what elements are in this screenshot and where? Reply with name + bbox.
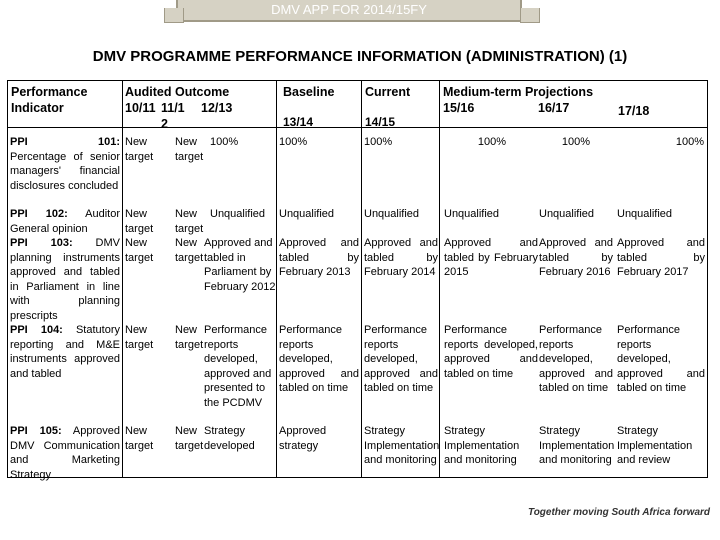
indicator-desc: Statutory reporting and M&E instruments approved and tabled [10, 324, 120, 380]
cell-y1718: 100% [675, 136, 704, 148]
cell-y1011: New target [125, 136, 154, 163]
cell-baseline: Unqualified [279, 208, 335, 220]
ppi-code: PPI 105: [10, 425, 62, 437]
cell-y1718: Strategy Implementation and review [617, 425, 693, 466]
cell-y1112: New target [175, 324, 204, 351]
cell-y1617: Approved and tabled by February 2016 [539, 237, 613, 278]
header-indicator [11, 84, 111, 116]
cell-baseline: Approved strategy [279, 425, 327, 452]
col-divider [439, 81, 440, 477]
ppi-code: PPI 104: [10, 324, 63, 336]
indicator-cell [10, 424, 120, 482]
cell-current: 100% [364, 136, 393, 148]
header-y1617: 16/17 [538, 101, 570, 115]
header-baseline-year: 13/14 [283, 115, 314, 129]
cell-current: Unqualified [364, 208, 420, 220]
header-y1011: 10/11 [125, 101, 156, 115]
header-indicator-text: Performance Indicator [11, 85, 88, 115]
indicator-cell [10, 236, 120, 323]
header-banner [176, 0, 522, 22]
banner-tab-right [520, 8, 540, 23]
indicator-desc: DMV planning instruments approved and tabled in Parliament in line with planning prescripts [10, 237, 120, 322]
cell-baseline: Approved and tabled by February 2013 [279, 237, 359, 278]
ppi-code: PPI 103: [10, 237, 73, 249]
indicator-cell [10, 323, 120, 381]
banner-tab-left [164, 8, 184, 23]
header-mtp: Medium-term Projections [443, 85, 594, 99]
ppi-code: 101: [97, 136, 120, 148]
cell-current: Strategy Implementation and monitoring [364, 425, 440, 466]
indicator-desc: Percentage of senior managers' financial disclosures concluded [10, 150, 120, 192]
cell-baseline: Performance reports developed, approved and tabled on time [279, 324, 359, 394]
cell-y1213: Strategy developed [204, 425, 255, 452]
cell-y1213: Performance reports developed, approved and presented to the PCDMV [204, 324, 272, 409]
cell-y1516: Strategy Implementation and monitoring [444, 425, 520, 466]
performance-table [7, 80, 708, 481]
cell-current: Performance reports developed, approved and tabled on time [364, 324, 438, 394]
footer-tagline: Together moving South Africa forward [527, 507, 710, 518]
cell-y1516: Unqualified [444, 208, 500, 220]
cell-y1718: Unqualified [617, 208, 673, 220]
header-baseline: Baseline [283, 85, 335, 99]
cell-y1617: Strategy Implementation and monitoring [539, 425, 615, 466]
cell-y1213: Approved and tabled in Parliament by February 2012 [204, 237, 276, 293]
header-y1112: 11/12 [161, 101, 185, 131]
cell-y1011: New target [125, 208, 154, 235]
cell-baseline: 100% [279, 136, 308, 148]
header-divider [8, 127, 707, 128]
cell-y1112: New target [175, 208, 204, 235]
cell-y1112: New target [175, 136, 204, 163]
header-y1718: 17/18 [618, 104, 650, 118]
col-divider [276, 81, 277, 477]
cell-y1718: Approved and tabled by February 2017 [617, 237, 705, 278]
banner-text: DMV APP FOR 2014/15FY [271, 2, 427, 17]
col-divider [361, 81, 362, 477]
cell-y1516: Approved and tabled by February 2015 [444, 237, 538, 278]
cell-current: Approved and tabled by February 2014 [364, 237, 438, 278]
cell-y1617: 100% [561, 136, 591, 148]
cell-y1112: New target [175, 425, 204, 452]
cell-y1516: Performance reports developed, approved and tabled on time [444, 324, 538, 380]
ppi-code: PPI 102: [10, 208, 68, 220]
indicator-cell: PPI 101: Percentage of senior managers' financial disclosures concluded [10, 136, 120, 192]
cell-y1213: Unqualified [210, 208, 266, 220]
cell-y1617: Performance reports developed, approved and tabled on time [539, 324, 613, 394]
cell-y1011: New target [125, 324, 154, 351]
header-y1516: 15/16 [443, 101, 475, 115]
header-current: Current [365, 85, 411, 99]
indicator-desc: Approved DMV Communication and Marketing Strategy [10, 425, 120, 481]
header-audited: Audited Outcome [125, 85, 230, 99]
cell-y1011: New target [125, 425, 154, 452]
cell-y1112: New target [175, 237, 204, 264]
cell-y1516: 100% [477, 136, 507, 148]
page-title: DMV PROGRAMME PERFORMANCE INFORMATION (ADMINISTRATION) (1) [92, 48, 628, 65]
indicator-desc: Auditor General opinion [10, 208, 120, 235]
cell-y1011: New target [125, 237, 154, 264]
indicator-cell [10, 207, 120, 236]
cell-y1213: 100% [210, 136, 239, 148]
cell-y1617: Unqualified [539, 208, 595, 220]
header-y1213: 12/13 [201, 101, 233, 115]
header-current-year: 14/15 [365, 115, 396, 129]
col-divider [122, 81, 123, 477]
cell-y1718: Performance reports developed, approved and tabled on time [617, 324, 705, 394]
